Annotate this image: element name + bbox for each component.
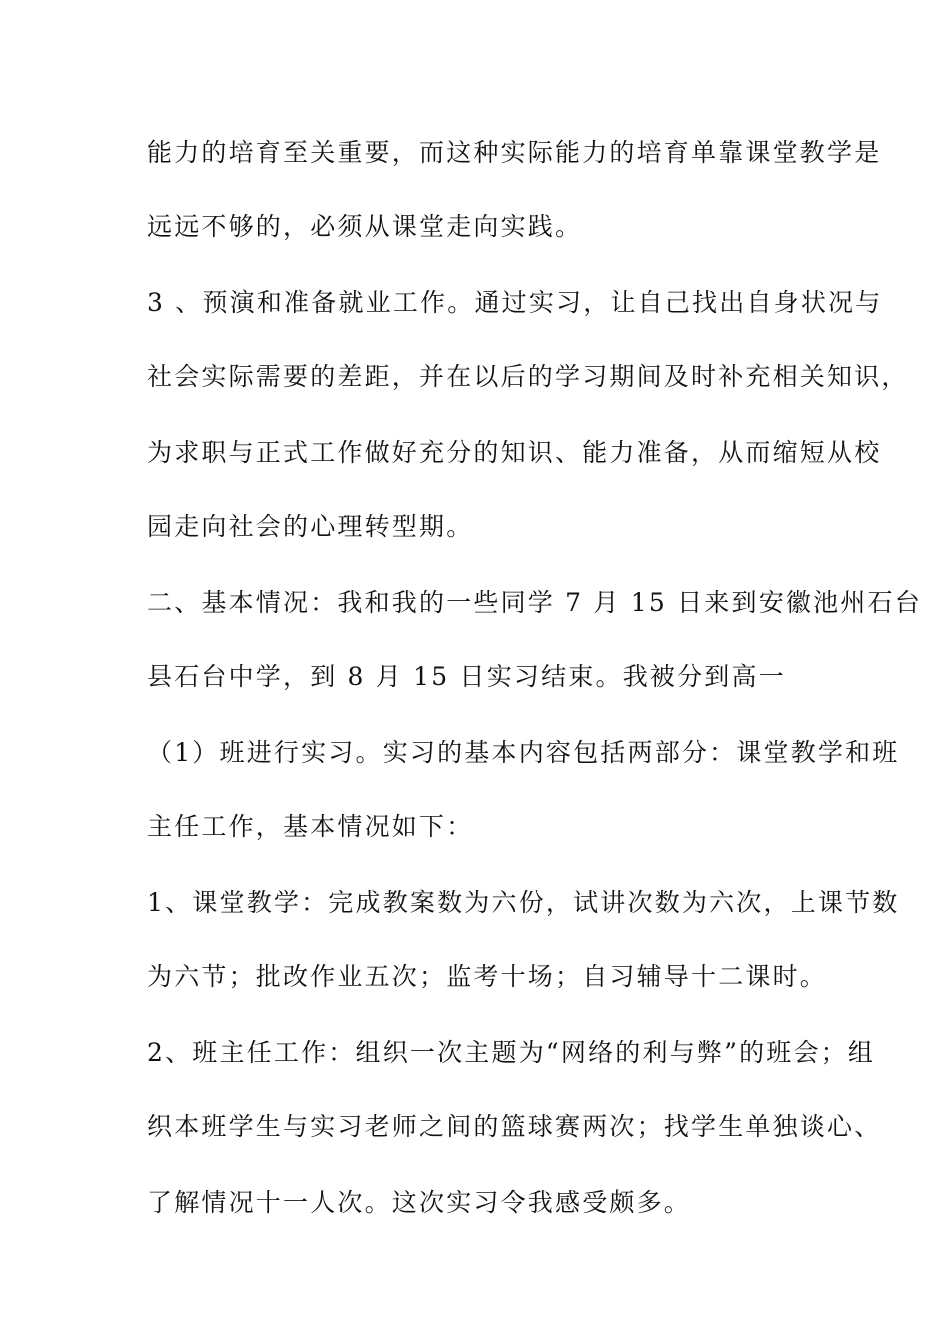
text-line: 织本班学生与实习老师之间的篮球赛两次；找学生单独谈心、 xyxy=(147,1112,882,1141)
text-line: 县石台中学，到 8 月 15 日实习结束。我被分到高一 xyxy=(147,662,786,691)
text-line: 社会实际需要的差距，并在以后的学习期间及时补充相关知识， xyxy=(147,362,909,391)
text-line: 能力的培育至关重要，而这种实际能力的培育单靠课堂教学是 xyxy=(147,138,882,167)
text-line: 主任工作，基本情况如下： xyxy=(147,812,474,841)
text-line: （1）班进行实习。实习的基本内容包括两部分：课堂教学和班 xyxy=(147,738,900,767)
text-line: 为六节；批改作业五次；监考十场；自习辅导十二课时。 xyxy=(147,962,828,991)
text-line: 3 、预演和准备就业工作。通过实习，让自己找出自身状况与 xyxy=(147,288,883,317)
section-heading-line: 二、基本情况：我和我的一些同学 7 月 15 日来到安徽池州石台 xyxy=(147,588,922,617)
text-line: 远远不够的，必须从课堂走向实践。 xyxy=(147,212,583,241)
text-line: 了解情况十一人次。这次实习令我感受颇多。 xyxy=(147,1188,692,1217)
text-line: 园走向社会的心理转型期。 xyxy=(147,512,474,541)
list-item-line: 1、课堂教学：完成教案数为六份，试讲次数为六次，上课节数 xyxy=(147,888,900,917)
text-line: 为求职与正式工作做好充分的知识、能力准备，从而缩短从校 xyxy=(147,438,882,467)
list-item-line: 2、班主任工作：组织一次主题为“网络的利与弊”的班会；组 xyxy=(147,1038,876,1067)
